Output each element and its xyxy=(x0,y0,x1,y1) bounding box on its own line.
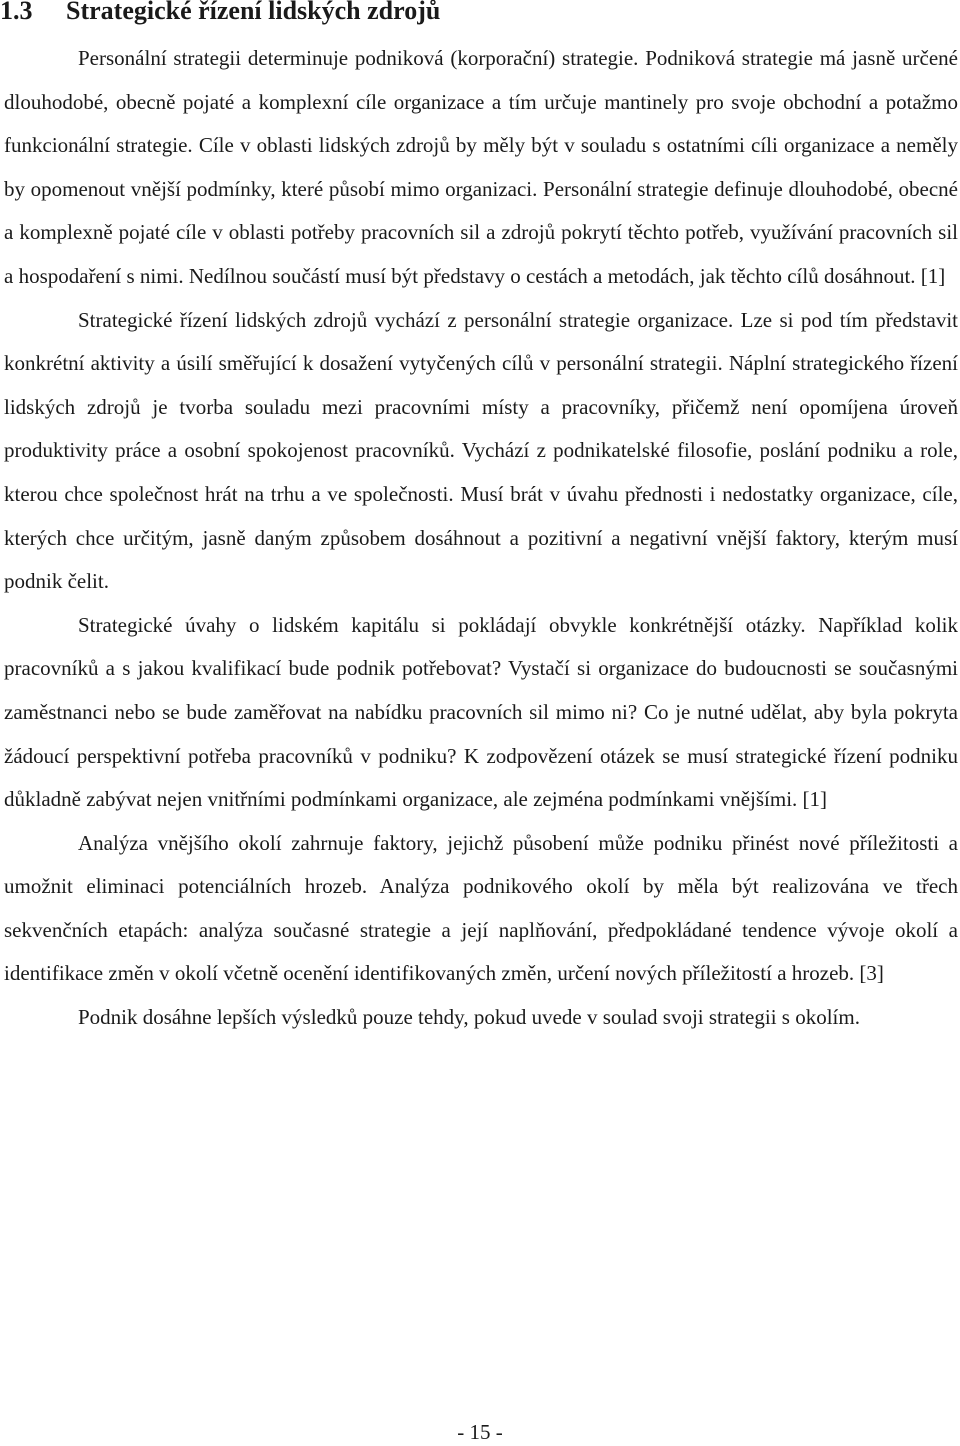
page-number: - 15 - xyxy=(457,1420,503,1444)
paragraph-4: Analýza vnějšího okolí zahrnuje faktory, jejichž působení může podniku přinést nové příležitosti a umožnit eliminaci potenciálních hrozeb. Analýza podnikového okolí by měla být realizována ve třech sekvenčních etapách: analýza současné strategie a její naplňování, předpokládané tendence vývoje okolí a identifikace změn v okolí včetně ocenění identifikovaných změn, určení nových příležitostí a hrozeb. [3] xyxy=(4,830,958,986)
body-text xyxy=(4,37,958,1040)
paragraph-5: Podnik dosáhne lepších výsledků pouze tehdy, pokud uvede v soulad svoji strategii s okolím. xyxy=(78,1005,860,1030)
section-title: Strategické řízení lidských zdrojů xyxy=(66,0,441,25)
section-heading xyxy=(0,0,440,28)
paragraph-3: Strategické úvahy o lidském kapitálu si pokládají obvykle konkrétnější otázky. Například kolik pracovníků a s jakou kvalifikací bude podnik potřebovat? Vystačí si organizace do budoucnosti se současnými zaměstnanci nebo se bude zaměřovat na nabídku pracovních sil mimo ni? Co je nutné udělat, aby byla pokryta žádoucí perspektivní potřeba pracovníků v podniku? K zodpovězení otázek se musí strategické řízení podniku důkladně zabývat nejen vnitřními podmínkami organizace, ale zejména podmínkami vnějšími. [1] xyxy=(4,612,958,812)
section-number: 1.3 xyxy=(0,0,33,25)
paragraph-2: Strategické řízení lidských zdrojů vychází z personální strategie organizace. Lze si pod tím představit konkrétní aktivity a úsilí směřující k dosažení vytyčených cílů v personální strategii. Náplní strategického řízení lidských zdrojů je tvorba souladu mezi pracovními místy a pracovníky, přičemž není opomíjena úroveň produktivity práce a osobní spokojenost pracovníků. Vychází z podnikatelské filosofie, poslání podniku a role, kterou chce společnost hrát na trhu a ve společnosti. Musí brát v úvahu přednosti i nedostatky organizace, cíle, kterých chce určitým, jasně daným způsobem dosáhnout a pozitivní a negativní vnější faktory, kterým musí podnik čelit. xyxy=(4,307,958,594)
paragraph-1: Personální strategii determinuje podniková (korporační) strategie. Podniková strategie má jasně určené dlouhodobé, obecně pojaté a komplexní cíle organizace a tím určuje mantinely pro svoje obchodní a potažmo funkcionální strategie. Cíle v oblasti lidských zdrojů by měly být v souladu s ostatními cíli organizace a neměly by opomenout vnější podmínky, které působí mimo organizaci. Personální strategie definuje dlouhodobé, obecné a komplexně pojaté cíle v oblasti potřeby pracovních sil a zdrojů pokrytí těchto potřeb, využívání pracovních sil a hospodaření s nimi. Nedílnou součástí musí být představy o cestách a metodách, jak těchto cílů dosáhnout. [1] xyxy=(4,46,958,288)
